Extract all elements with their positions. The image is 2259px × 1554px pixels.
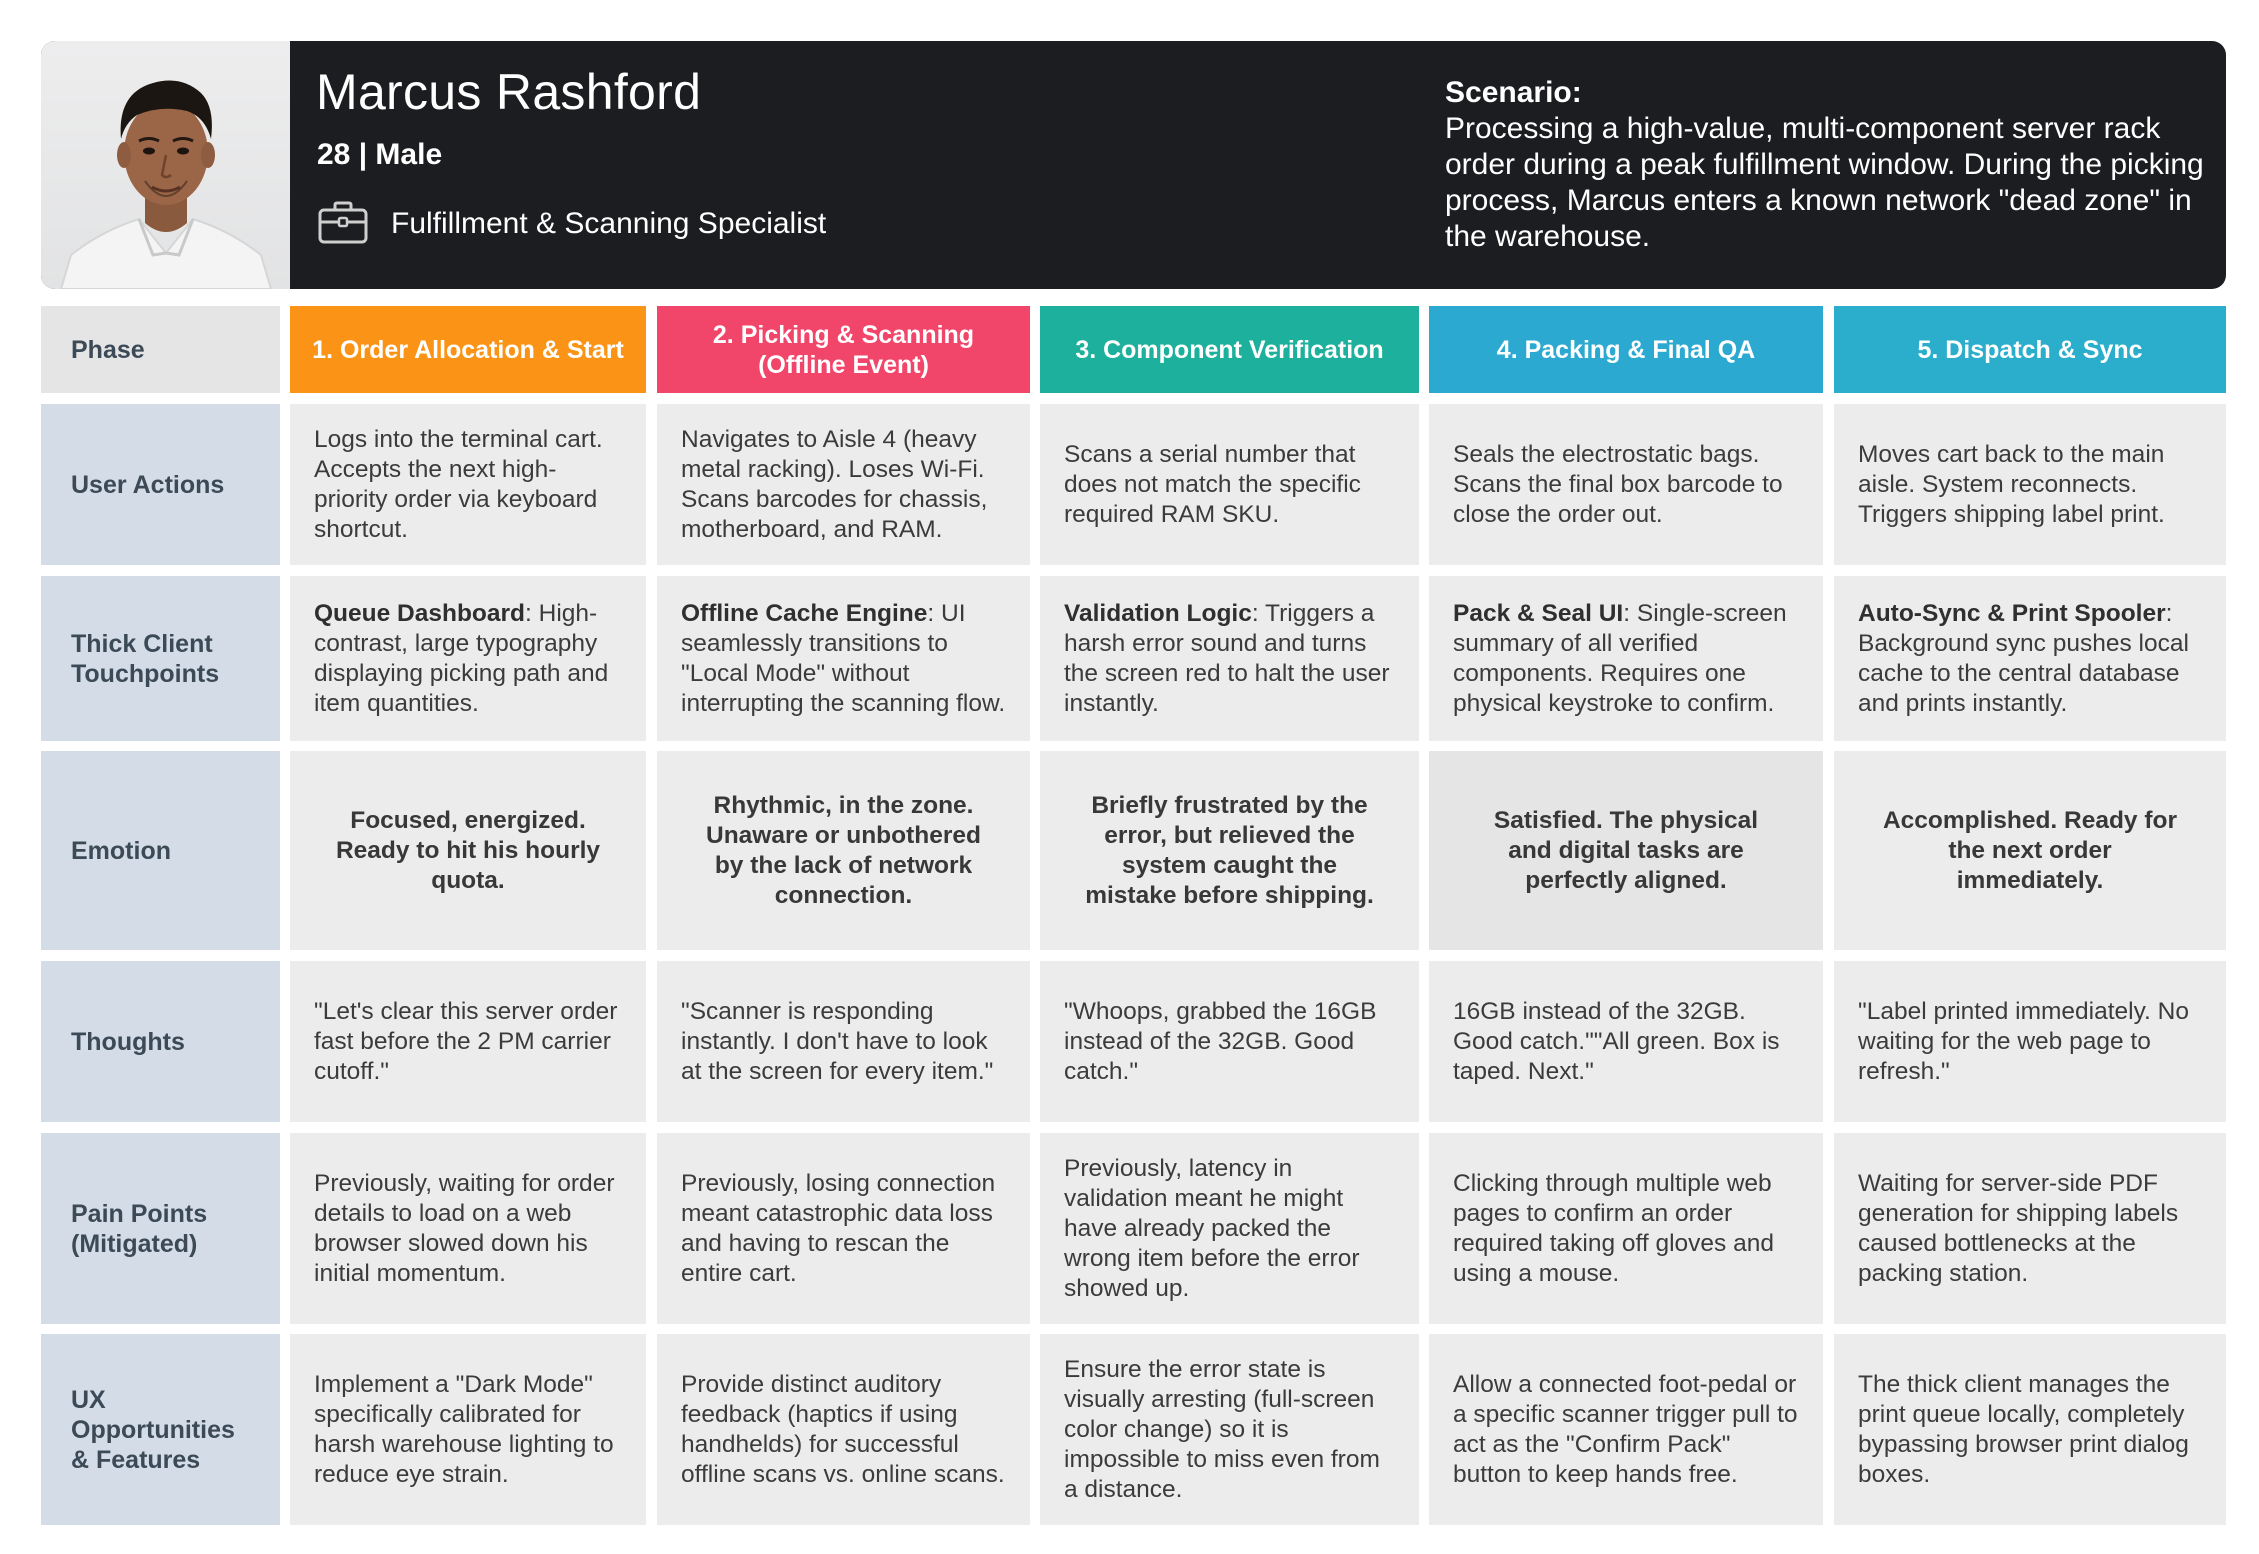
scenario-block [1445, 75, 2205, 255]
touchpoint-title: Auto-Sync & Print Spooler [1858, 599, 2166, 627]
pain-point-cell: Previously, losing connection meant catastrophic data loss and having to rescan the entire cart. [657, 1133, 1030, 1324]
touchpoint-cell [1834, 576, 2226, 741]
touchpoint-cell [1429, 576, 1823, 741]
touchpoint-text: : Single-screen summary of all verified components. Requires one physical keystroke to confirm. [1453, 599, 1787, 717]
user-action-cell: Logs into the terminal cart. Accepts the next high-priority order via keyboard shortcut. [290, 404, 646, 565]
opportunity-cell: Allow a connected foot-pedal or a specific scanner trigger pull to act as the "Confirm Pack" button to keep hands free. [1429, 1334, 1823, 1525]
pain-point-cell: Previously, latency in validation meant he might have already packed the wrong item before the error showed up. [1040, 1133, 1419, 1324]
row-label-phase: Phase [41, 306, 280, 393]
touchpoint-cell [290, 576, 646, 741]
user-action-cell: Moves cart back to the main aisle. System reconnects. Triggers shipping label print. [1834, 404, 2226, 565]
scenario-text: Processing a high-value, multi-component server rack order during a peak fulfillment window. During the picking process, Marcus enters a known network "dead zone" in the warehouse. [1445, 112, 2204, 253]
phase-header: 1. Order Allocation & Start [290, 306, 646, 393]
touchpoint-text: : UI seamlessly transitions to "Local Mode" without interrupting the scanning flow. [681, 599, 1006, 717]
row-label-opportunities: UX Opportunities & Features [41, 1334, 280, 1525]
emotion-cell: Briefly frustrated by the error, but relieved the system caught the mistake before shipping. [1040, 751, 1419, 950]
persona-header [41, 41, 2226, 289]
emotion-cell: Focused, energized. Ready to hit his hourly quota. [290, 751, 646, 950]
briefcase-icon [317, 200, 369, 246]
pain-point-cell: Waiting for server-side PDF generation for shipping labels caused bottlenecks at the packing station. [1834, 1133, 2226, 1324]
touchpoint-title: Offline Cache Engine [681, 599, 928, 627]
user-action-cell: Navigates to Aisle 4 (heavy metal racking). Loses Wi-Fi. Scans barcodes for chassis, motherboard, and RAM. [657, 404, 1030, 565]
emotion-cell: Rhythmic, in the zone. Unaware or unbothered by the lack of network connection. [657, 751, 1030, 950]
row-label-pain-points: Pain Points (Mitigated) [41, 1133, 280, 1324]
row-label-emotion: Emotion [41, 751, 280, 950]
touchpoint-text: : Triggers a harsh error sound and turns the screen red to halt the user instantly. [1064, 599, 1390, 717]
journey-map-grid [41, 306, 2226, 1525]
opportunity-cell: Implement a "Dark Mode" specifically calibrated for harsh warehouse lighting to reduce eye strain. [290, 1334, 646, 1525]
touchpoint-cell [1040, 576, 1419, 741]
touchpoint-cell [657, 576, 1030, 741]
persona-photo [41, 41, 290, 289]
persona-role: Fulfillment & Scanning Specialist [391, 207, 827, 240]
thought-cell: "Whoops, grabbed the 16GB instead of the 32GB. Good catch." [1040, 961, 1419, 1122]
persona-demographics: 28 | Male [317, 138, 443, 171]
touchpoint-title: Queue Dashboard [314, 599, 526, 627]
touchpoint-text: : Background sync pushes local cache to the central database and prints instantly. [1858, 599, 2189, 717]
emotion-cell: Satisfied. The physical and digital tasks are perfectly aligned. [1429, 751, 1823, 950]
thought-cell: "Scanner is responding instantly. I don't have to look at the screen for every item." [657, 961, 1030, 1122]
phase-header: 2. Picking & Scanning (Offline Event) [657, 306, 1030, 393]
opportunity-cell: Ensure the error state is visually arresting (full-screen color change) so it is impossible to miss even from a distance. [1040, 1334, 1419, 1525]
row-label-touchpoints: Thick Client Touchpoints [41, 576, 280, 741]
opportunity-cell: Provide distinct auditory feedback (haptics if using handhelds) for successful offline scans vs. online scans. [657, 1334, 1030, 1525]
touchpoint-text: : High-contrast, large typography displaying picking path and item quantities. [314, 599, 609, 717]
phase-header: 5. Dispatch & Sync [1834, 306, 2226, 393]
user-action-cell: Seals the electrostatic bags. Scans the final box barcode to close the order out. [1429, 404, 1823, 565]
row-label-thoughts: Thoughts [41, 961, 280, 1122]
pain-point-cell: Clicking through multiple web pages to confirm an order required taking off gloves and using a mouse. [1429, 1133, 1823, 1324]
pain-point-cell: Previously, waiting for order details to load on a web browser slowed down his initial momentum. [290, 1133, 646, 1324]
opportunity-cell: The thick client manages the print queue locally, completely bypassing browser print dialog boxes. [1834, 1334, 2226, 1525]
touchpoint-title: Pack & Seal UI [1453, 599, 1624, 627]
touchpoint-title: Validation Logic [1064, 599, 1252, 627]
phase-header: 4. Packing & Final QA [1429, 306, 1823, 393]
persona-name: Marcus Rashford [316, 64, 702, 120]
emotion-cell: Accomplished. Ready for the next order immediately. [1834, 751, 2226, 950]
user-action-cell: Scans a serial number that does not match the specific required RAM SKU. [1040, 404, 1419, 565]
scenario-label: Scenario: [1445, 76, 1582, 109]
row-label-user-actions: User Actions [41, 404, 280, 565]
phase-header: 3. Component Verification [1040, 306, 1419, 393]
thought-cell: 16GB instead of the 32GB. Good catch.""All green. Box is taped. Next." [1429, 961, 1823, 1122]
thought-cell: "Let's clear this server order fast before the 2 PM carrier cutoff." [290, 961, 646, 1122]
thought-cell: "Label printed immediately. No waiting for the web page to refresh." [1834, 961, 2226, 1122]
